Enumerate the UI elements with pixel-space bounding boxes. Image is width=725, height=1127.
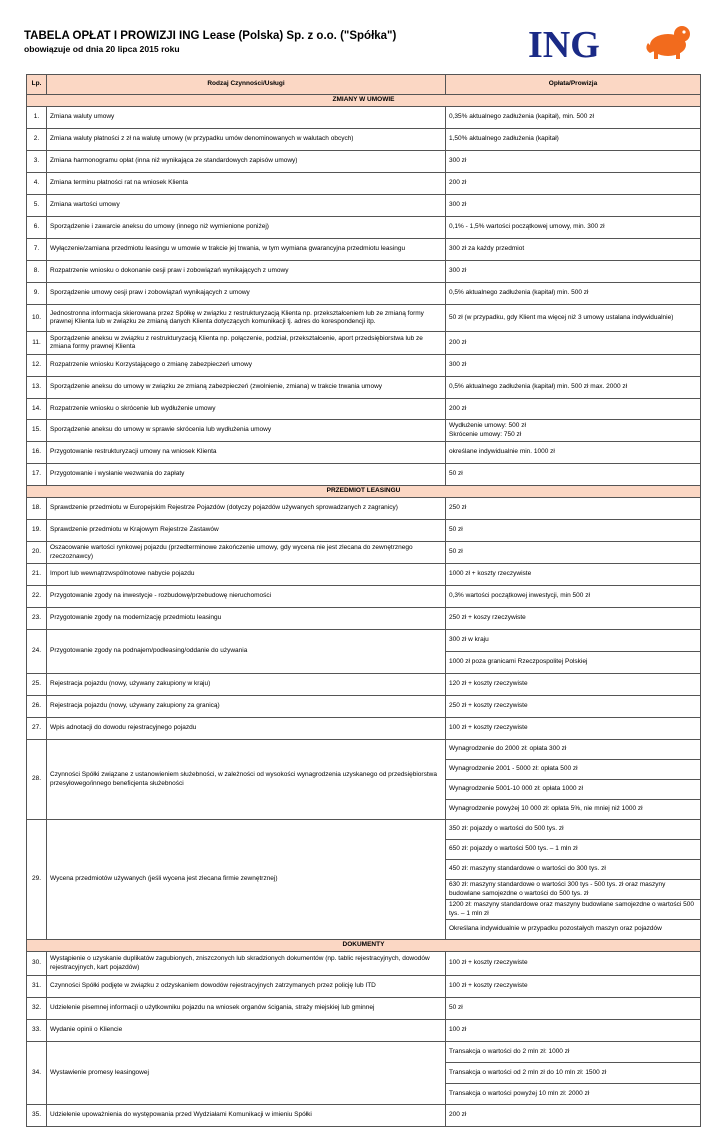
row-number: 5.	[27, 195, 47, 217]
service-name: Czynności Spółki związane z ustanowieniem służebności, w zależności od wysokości wynagrodzenia uzyskanego od przedsiębiorstwa przesyłowego/innego beneficjenta służebności	[47, 740, 446, 820]
fee-value: Transakcja o wartości do 2 mln zł: 1000 zł	[446, 1042, 701, 1063]
fee-value: 50 zł	[446, 464, 701, 486]
row-number: 28.	[27, 740, 47, 820]
row-number: 27.	[27, 718, 47, 740]
service-name: Rozpatrzenie wniosku o skrócenie lub wydłużenie umowy	[47, 399, 446, 420]
fee-value: 1000 zł poza granicami Rzeczpospolitej Polskiej	[446, 652, 701, 674]
service-name: Rejestracja pojazdu (nowy, używany zakupiony w kraju)	[47, 674, 446, 696]
section-header-row	[27, 486, 701, 498]
ing-logo	[528, 23, 700, 63]
table-row	[27, 151, 701, 173]
service-name: Jednostronna informacja skierowana przez Spółkę w związku z restrukturyzacją Klienta np. przekształceniem lub ze zmianą formy prawnej Klienta lub w związku ze zmianą danych Klienta dotyczących komunikacji tj. adres do korespondencji itp.	[47, 305, 446, 332]
table-row	[27, 377, 701, 399]
row-number: 30.	[27, 952, 47, 976]
table-row	[27, 420, 701, 442]
table-row	[27, 586, 701, 608]
service-name: Zmiana terminu płatności rat na wniosek Klienta	[47, 173, 446, 195]
service-name: Wystąpienie o uzyskanie duplikatów zagubionych, zniszczonych lub skradzionych dokumentów (np. tablic rejestracyjnych, dowodów rejestracyjnych, kart pojazdów)	[47, 952, 446, 976]
table-row	[27, 305, 701, 332]
fee-value: Wydłużenie umowy: 500 zł Skrócenie umowy: 750 zł	[446, 420, 701, 442]
column-header-fee: Opłata/Prowizja	[446, 75, 701, 95]
service-name: Oszacowanie wartości rynkowej pojazdu (przedterminowe zakończenie umowy, gdy wycena nie jest zlecana do zewnętrznego rzeczoznawcy)	[47, 542, 446, 564]
table-row	[27, 976, 701, 998]
row-number: 4.	[27, 173, 47, 195]
row-number: 2.	[27, 129, 47, 151]
table-row	[27, 129, 701, 151]
section-title: DOKUMENTY	[27, 940, 701, 952]
fee-value: 300 zł	[446, 355, 701, 377]
table-row	[27, 107, 701, 129]
fee-value: Wynagrodzenie 2001 - 5000 zł: opłata 500 zł	[446, 760, 701, 780]
fee-value: 0,5% aktualnego zadłużenia (kapitał) min. 500 zł	[446, 283, 701, 305]
fee-value: 50 zł	[446, 998, 701, 1020]
fee-value: 300 zł	[446, 195, 701, 217]
row-number: 25.	[27, 674, 47, 696]
fee-value: 250 zł + koszy rzeczywiste	[446, 608, 701, 630]
service-name: Wyłączenie/zamiana przedmiotu leasingu w umowie w trakcie jej trwania, w tym wymiana gwarancyjna przedmiotu leasingu	[47, 239, 446, 261]
table-row	[27, 820, 701, 840]
section-title: PRZEDMIOT LEASINGU	[27, 486, 701, 498]
table-row	[27, 355, 701, 377]
table-row	[27, 952, 701, 976]
fee-value: 300 zł	[446, 261, 701, 283]
row-number: 18.	[27, 498, 47, 520]
row-number: 1.	[27, 107, 47, 129]
row-number: 35.	[27, 1105, 47, 1127]
service-name: Rejestracja pojazdu (nowy, używany zakupiony za granicą)	[47, 696, 446, 718]
fee-value: 100 zł + koszty rzeczywiste	[446, 952, 701, 976]
table-row	[27, 195, 701, 217]
row-number: 23.	[27, 608, 47, 630]
document-header	[24, 30, 396, 54]
fee-value: Transakcja o wartości powyżej 10 mln zł: 2000 zł	[446, 1084, 701, 1105]
fee-value: 300 zł za każdy przedmiot	[446, 239, 701, 261]
section-header-row	[27, 940, 701, 952]
service-name: Zmiana waluty umowy	[47, 107, 446, 129]
fee-value: określane indywidualnie min. 1000 zł	[446, 442, 701, 464]
table-row	[27, 261, 701, 283]
fee-value: 0,3% wartości początkowej inwestycji, min 500 zł	[446, 586, 701, 608]
service-name: Przygotowanie i wysłanie wezwania do zapłaty	[47, 464, 446, 486]
fee-value: 100 zł + koszty rzeczywiste	[446, 976, 701, 998]
table-row	[27, 464, 701, 486]
service-name: Przygotowanie restrukturyzacji umowy na wniosek Klienta	[47, 442, 446, 464]
document-title: TABELA OPŁAT I PROWIZJI ING Lease (Polska) Sp. z o.o. ("Spółka")	[24, 30, 397, 42]
row-number: 11.	[27, 332, 47, 355]
fee-value: 0,1% - 1,5% wartości początkowej umowy, min. 300 zł	[446, 217, 701, 239]
fee-value: 350 zł: pojazdy o wartości do 500 tys. zł	[446, 820, 701, 840]
service-name: Sprawdzenie przedmiotu w Krajowym Rejestrze Zastawów	[47, 520, 446, 542]
service-name: Import lub wewnątrzwspólnotowe nabycie pojazdu	[47, 564, 446, 586]
fee-value: 200 zł	[446, 173, 701, 195]
service-name: Sporządzenie aneksu do umowy w związku ze zmianą zabezpieczeń (zwolnienie, zmiana) w trakcie trwania umowy	[47, 377, 446, 399]
table-row	[27, 718, 701, 740]
row-number: 14.	[27, 399, 47, 420]
row-number: 31.	[27, 976, 47, 998]
fee-value: 100 zł	[446, 1020, 701, 1042]
fee-value: 50 zł	[446, 542, 701, 564]
table-row	[27, 542, 701, 564]
service-name: Sprawdzenie przedmiotu w Europejskim Rejestrze Pojazdów (dotyczy pojazdów używanych sprowadzanych z zagranicy)	[47, 498, 446, 520]
fee-value: 630 zł: maszyny standardowe o wartości 300 tys - 500 tys. zł oraz maszyny budowlane samojezdne o wartości do 500 tys. zł	[446, 880, 701, 900]
service-name: Zmiana waluty płatności z zł na walutę umowy (w przypadku umów denominowanych w walutach obcych)	[47, 129, 446, 151]
row-number: 15.	[27, 420, 47, 442]
service-name: Rozpatrzenie wniosku o dokonanie cesji praw i zobowiązań wynikających z umowy	[47, 261, 446, 283]
row-number: 17.	[27, 464, 47, 486]
fee-value: 1000 zł + koszty rzeczywiste	[446, 564, 701, 586]
fee-value: 1200 zł: maszyny standardowe oraz maszyny budowlane samojezdne o wartości 500 tys. – 1 mln zł	[446, 900, 701, 920]
service-name: Wpis adnotacji do dowodu rejestracyjnego pojazdu	[47, 718, 446, 740]
service-name: Sporządzenie aneksu do umowy w sprawie skrócenia lub wydłużenia umowy	[47, 420, 446, 442]
row-number: 19.	[27, 520, 47, 542]
fee-value: 120 zł + koszty rzeczywiste	[446, 674, 701, 696]
table-row	[27, 498, 701, 520]
document-subtitle: obowiązuje od dnia 20 lipca 2015 roku	[24, 44, 180, 54]
fee-value: 200 zł	[446, 1105, 701, 1127]
table-header-row	[27, 75, 701, 95]
row-number: 33.	[27, 1020, 47, 1042]
row-number: 8.	[27, 261, 47, 283]
row-number: 34.	[27, 1042, 47, 1105]
row-number: 22.	[27, 586, 47, 608]
service-name: Sporządzenie umowy cesji praw i zobowiązań wynikających z umowy	[47, 283, 446, 305]
fee-value: 200 zł	[446, 399, 701, 420]
service-name: Rozpatrzenie wniosku Korzystającego o zmianę zabezpieczeń umowy	[47, 355, 446, 377]
row-number: 32.	[27, 998, 47, 1020]
table-row	[27, 998, 701, 1020]
row-number: 24.	[27, 630, 47, 674]
fee-value: 1,50% aktualnego zadłużenia (kapitał)	[446, 129, 701, 151]
service-name: Wydanie opinii o Kliencie	[47, 1020, 446, 1042]
row-number: 12.	[27, 355, 47, 377]
service-name: Przygotowanie zgody na inwestycje - rozbudowę/przebudowę nieruchomości	[47, 586, 446, 608]
fee-value: 250 zł + koszty rzeczywiste	[446, 696, 701, 718]
table-row	[27, 630, 701, 652]
service-name: Udzielenie pisemnej informacji o użytkowniku pojazdu na wniosek organów ścigania, straży miejskiej lub gminnej	[47, 998, 446, 1020]
row-number: 21.	[27, 564, 47, 586]
row-number: 20.	[27, 542, 47, 564]
column-header-service: Rodzaj Czynności/Usługi	[47, 75, 446, 95]
table-row	[27, 217, 701, 239]
row-number: 26.	[27, 696, 47, 718]
table-row	[27, 674, 701, 696]
fee-value: 300 zł w kraju	[446, 630, 701, 652]
service-name: Wystawienie promesy leasingowej	[47, 1042, 446, 1105]
fee-value: Określana indywidualnie w przypadku pozostałych maszyn oraz pojazdów	[446, 920, 701, 940]
table-row	[27, 740, 701, 760]
table-row	[27, 696, 701, 718]
section-title: ZMIANY W UMOWIE	[27, 95, 701, 107]
fee-value: 0,35% aktualnego zadłużenia (kapitał), min. 500 zł	[446, 107, 701, 129]
table-row	[27, 399, 701, 420]
fee-value: 100 zł + koszty rzeczywiste	[446, 718, 701, 740]
fee-value: 450 zł: maszyny standardowe o wartości do 300 tys. zł	[446, 860, 701, 880]
row-number: 9.	[27, 283, 47, 305]
service-name: Udzielenie upoważnienia do występowania przed Wydziałami Komunikacji w imieniu Spółki	[47, 1105, 446, 1127]
service-name: Wycena przedmiotów używanych (jeśli wycena jest zlecana firmie zewnętrznej)	[47, 820, 446, 940]
section-header-row	[27, 95, 701, 107]
fee-value: 0,5% aktualnego zadłużenia (kapitał) min. 500 zł max. 2000 zł	[446, 377, 701, 399]
service-name: Zmiana wartości umowy	[47, 195, 446, 217]
service-name: Czynności Spółki podjęte w związku z odzyskaniem dowodów rejestracyjnych zatrzymanych przez policję lub ITD	[47, 976, 446, 998]
row-number: 29.	[27, 820, 47, 940]
table-row	[27, 332, 701, 355]
service-name: Zmiana harmonogramu opłat (inna niż wynikająca ze standardowych zapisów umowy)	[47, 151, 446, 173]
fee-value: 250 zł	[446, 498, 701, 520]
service-name: Sporządzenie aneksu w związku z restrukturyzacją Klienta np. połączenie, podział, przekształcenie, aport przedsiębiorstwa lub ze zmiana formy prawnej Klienta	[47, 332, 446, 355]
service-name: Przygotowanie zgody na modernizację przedmiotu leasingu	[47, 608, 446, 630]
service-name: Sporządzenie i zawarcie aneksu do umowy (innego niż wymienione poniżej)	[47, 217, 446, 239]
table-row	[27, 1105, 701, 1127]
fee-value: Transakcja o wartości od 2 mln zł do 10 mln zł: 1500 zł	[446, 1063, 701, 1084]
table-row	[27, 520, 701, 542]
table-row	[27, 608, 701, 630]
fee-value: 50 zł (w przypadku, gdy Klient ma więcej niż 3 umowy ustalana indywidualnie)	[446, 305, 701, 332]
table-row	[27, 564, 701, 586]
table-row	[27, 173, 701, 195]
table-row	[27, 239, 701, 261]
row-number: 7.	[27, 239, 47, 261]
fee-value: Wynagrodzenie do 2000 zł: opłata 300 zł	[446, 740, 701, 760]
ing-logo-text: ING	[528, 24, 600, 63]
row-number: 6.	[27, 217, 47, 239]
fee-value: 300 zł	[446, 151, 701, 173]
fee-value: Wynagrodzenie 5001-10 000 zł: opłata 1000 zł	[446, 780, 701, 800]
table-row	[27, 1020, 701, 1042]
fee-value: 50 zł	[446, 520, 701, 542]
fee-value: Wynagrodzenie powyżej 10 000 zł: opłata 5%, nie mniej niż 1000 zł	[446, 800, 701, 820]
service-name: Przygotowanie zgody na podnajem/podleasing/oddanie do używania	[47, 630, 446, 674]
table-row	[27, 442, 701, 464]
table-row	[27, 1042, 701, 1063]
row-number: 3.	[27, 151, 47, 173]
row-number: 16.	[27, 442, 47, 464]
row-number: 13.	[27, 377, 47, 399]
fee-table	[26, 74, 701, 1127]
fee-value: 200 zł	[446, 332, 701, 355]
row-number: 10.	[27, 305, 47, 332]
fee-value: 650 zł: pojazdy o wartości 500 tys. – 1 mln zł	[446, 840, 701, 860]
column-header-lp: Lp.	[27, 75, 47, 95]
table-row	[27, 283, 701, 305]
